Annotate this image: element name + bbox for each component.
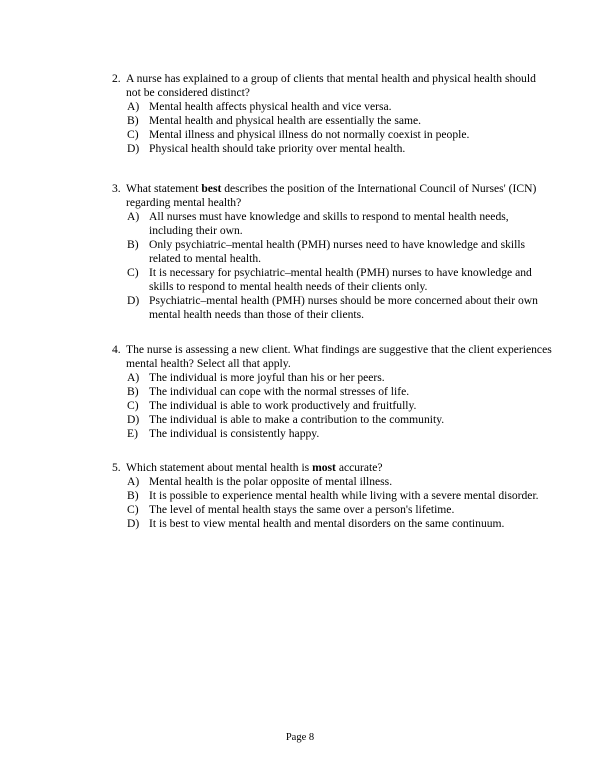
- option-list: [0, 210, 600, 322]
- option-b: [127, 114, 547, 128]
- question-stem: [112, 343, 552, 371]
- option-text: Mental illness and physical illness do not normally coexist in people.: [149, 128, 470, 141]
- stem-text-after: accurate?: [335, 461, 383, 474]
- option-letter: A): [127, 475, 140, 488]
- option-a: [127, 475, 547, 489]
- option-text: The level of mental health stays the same over a person's lifetime.: [149, 503, 455, 516]
- option-text: It is possible to experience mental health while living with a severe mental disorder.: [149, 489, 539, 502]
- option-letter: D): [127, 294, 140, 307]
- question-stem: [112, 182, 552, 210]
- option-text: The individual can cope with the normal stresses of life.: [149, 385, 410, 398]
- stem-text: A nurse has explained to a group of clients that mental health and physical health should not be considered distinct?: [126, 72, 536, 99]
- question-stem: [112, 461, 552, 475]
- option-letter: C): [127, 503, 139, 516]
- stem-text: Which statement about mental health is: [126, 461, 313, 474]
- option-letter: A): [127, 100, 140, 113]
- question-number: 3.: [112, 182, 121, 195]
- option-letter: E): [127, 427, 138, 440]
- stem-text: The nurse is assessing a new client. What findings are suggestive that the client experiences mental health? Select all that apply.: [126, 343, 552, 370]
- option-list: [0, 475, 600, 531]
- option-b: [127, 489, 547, 503]
- option-b: [127, 238, 547, 266]
- option-e: [127, 427, 547, 441]
- option-text: It is best to view mental health and mental disorders on the same continuum.: [149, 517, 505, 530]
- option-letter: C): [127, 128, 139, 141]
- option-b: [127, 385, 547, 399]
- stem-text: What statement: [126, 182, 202, 195]
- option-letter: C): [127, 266, 139, 279]
- option-a: [127, 100, 547, 114]
- option-c: [127, 128, 547, 142]
- question-number: 4.: [112, 343, 121, 356]
- option-letter: A): [127, 210, 140, 223]
- question-2: [0, 72, 600, 156]
- question-number: 5.: [112, 461, 121, 474]
- option-letter: A): [127, 371, 140, 384]
- option-text: Physical health should take priority over mental health.: [149, 142, 406, 155]
- option-d: [127, 517, 547, 531]
- option-a: [127, 210, 547, 238]
- option-letter: D): [127, 517, 140, 530]
- option-c: [127, 266, 547, 294]
- option-letter: C): [127, 399, 139, 412]
- question-stem: [112, 72, 552, 100]
- page-number: Page 8: [285, 732, 315, 743]
- question-3: [0, 182, 600, 322]
- option-c: [127, 503, 547, 517]
- stem-emphasis: most: [312, 461, 336, 474]
- option-d: [127, 294, 547, 322]
- stem-emphasis: best: [201, 182, 222, 195]
- option-letter: D): [127, 142, 140, 155]
- option-letter: B): [127, 114, 139, 127]
- question-5: [0, 461, 600, 531]
- question-number: 2.: [112, 72, 121, 85]
- option-text: The individual is able to work productively and fruitfully.: [149, 399, 417, 412]
- option-text: Only psychiatric–mental health (PMH) nurses need to have knowledge and skills related to mental health.: [149, 238, 526, 265]
- option-text: The individual is consistently happy.: [149, 427, 320, 440]
- option-d: [127, 142, 547, 156]
- option-text: Mental health is the polar opposite of mental illness.: [149, 475, 393, 488]
- option-letter: B): [127, 489, 139, 502]
- option-list: [0, 100, 600, 156]
- option-d: [127, 413, 547, 427]
- option-letter: B): [127, 385, 139, 398]
- option-a: [127, 371, 547, 385]
- option-letter: D): [127, 413, 140, 426]
- option-text: It is necessary for psychiatric–mental health (PMH) nurses to have knowledge and skills to respond to mental health needs of their clients only.: [149, 266, 532, 293]
- option-text: The individual is able to make a contribution to the community.: [149, 413, 445, 426]
- option-text: Psychiatric–mental health (PMH) nurses should be more concerned about their own mental health needs than those of their clients.: [149, 294, 538, 321]
- option-list: [0, 371, 600, 441]
- option-text: The individual is more joyful than his or her peers.: [149, 371, 385, 384]
- option-text: All nurses must have knowledge and skills to respond to mental health needs, including their own.: [149, 210, 509, 237]
- question-4: [0, 343, 600, 441]
- stem-text-after: describes the position of the International Council of Nurses' (ICN) regarding mental health?: [126, 182, 537, 209]
- option-letter: B): [127, 238, 139, 251]
- option-c: [127, 399, 547, 413]
- option-text: Mental health and physical health are essentially the same.: [149, 114, 422, 127]
- option-text: Mental health affects physical health and vice versa.: [149, 100, 392, 113]
